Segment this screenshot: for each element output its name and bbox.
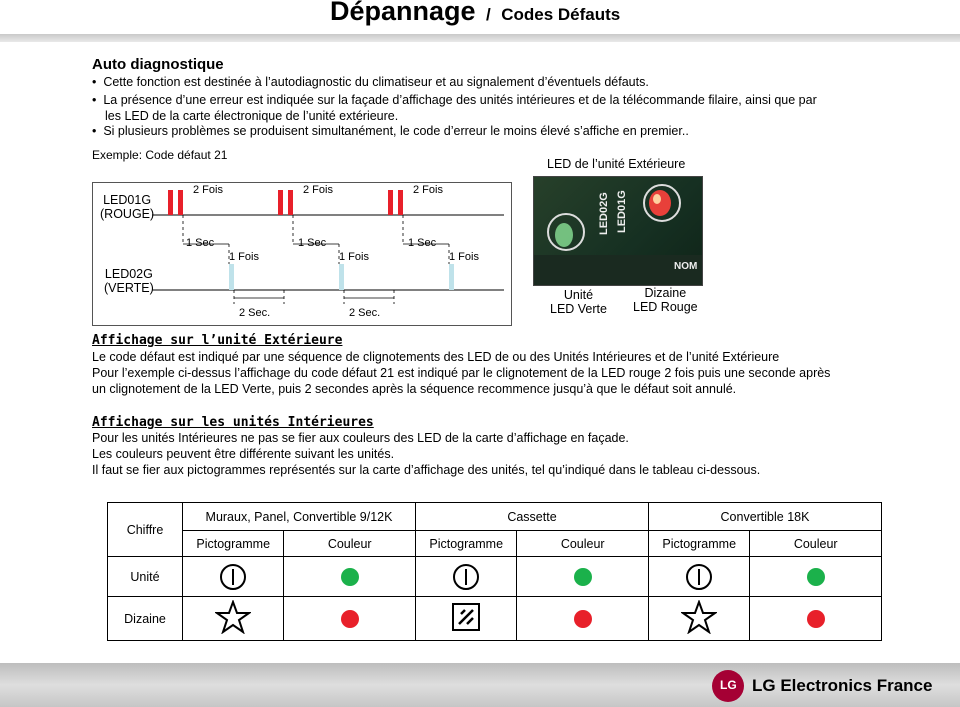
unite-led-label <box>550 288 607 316</box>
row-label-unite: Unité <box>108 557 183 597</box>
ext-heading: Affichage sur l’unité Extérieure <box>92 333 343 348</box>
two-sec-2: 2 Sec. <box>349 307 381 319</box>
header-bar <box>0 34 960 42</box>
title-main: Dépannage <box>330 0 476 26</box>
red-dot-icon <box>341 610 359 628</box>
picto-header-2: Pictogramme <box>416 531 517 557</box>
unite-picto-3 <box>649 557 750 597</box>
bullet-2-cont: les LED de la carte électronique de l’unité extérieure. <box>105 109 399 123</box>
dizaine-picto-1 <box>183 597 284 641</box>
picto-header-3: Pictogramme <box>649 531 750 557</box>
company-name: LG Electronics France <box>752 676 933 695</box>
led01-name: LED01G <box>103 193 152 207</box>
unite-color-1 <box>284 557 416 597</box>
sec-label-3: 1 Sec <box>408 237 437 249</box>
red-dot-icon <box>574 610 592 628</box>
picto-header-1: Pictogramme <box>183 531 284 557</box>
title-subtitle: Codes Défauts <box>501 5 621 24</box>
ext-line-2: Pour l’exemple ci-dessus l’affichage du code défaut 21 est indiqué par le clignotement de la LED rouge 2 fois puis une seconde après <box>92 366 831 380</box>
red-dot-icon <box>807 610 825 628</box>
dizaine-color-3 <box>750 597 882 641</box>
int-line-2: Les couleurs peuvent être différente suivant les unités. <box>92 447 395 461</box>
fois-label-1: 2 Fois <box>193 184 223 196</box>
example-label: Exemple: Code défaut 21 <box>92 148 228 162</box>
int-line-3: Il faut se fier aux pictogrammes représentés sur la carte d’affichage des unités, tel qu’indiqué dans le tableau ci-dessous. <box>92 463 761 477</box>
power-circle-icon <box>220 564 246 590</box>
unite-label-1: Unité <box>563 288 594 302</box>
dizaine-label-1: Dizaine <box>644 286 687 300</box>
group-header-1: Muraux, Panel, Convertible 9/12K <box>183 503 416 531</box>
photo-led01: LED01G <box>616 190 628 233</box>
picto-table <box>107 502 882 641</box>
dizaine-led-label <box>633 286 698 314</box>
dizaine-picto-3 <box>649 597 750 641</box>
star-icon <box>215 600 251 634</box>
two-sec-1: 2 Sec. <box>239 307 271 319</box>
sec-label-2: 1 Sec <box>298 237 327 249</box>
green-dot-icon <box>807 568 825 586</box>
bullet-2-text: La présence d’une erreur est indiquée sur la façade d’affichage des unités intérieures et de la télécommande filaire, ainsi que par <box>103 93 817 107</box>
defrost-icon <box>451 602 481 632</box>
color-header-3: Couleur <box>750 531 882 557</box>
bullet-3: • Si plusieurs problèmes se produisent simultanément, le code d’erreur le moins élevé s’affiche en premier.. <box>92 124 689 138</box>
auto-heading: Auto diagnostique <box>92 56 224 73</box>
page-title <box>330 0 620 27</box>
led02-name: LED02G <box>104 267 153 281</box>
lg-logo-icon <box>712 670 744 702</box>
bullet-3-text: Si plusieurs problèmes se produisent simultanément, le code d’erreur le moins élevé s’affiche en premier.. <box>103 124 689 138</box>
unite-label-2: LED Verte <box>550 302 607 316</box>
bullet-1-text: Cette fonction est destinée à l’autodiagnostic du climatiseur et au signalement d’éventuels défauts. <box>103 75 649 89</box>
bullet-2: • La présence d’une erreur est indiquée sur la façade d’affichage des unités intérieures et de la télécommande filaire, ainsi que par <box>92 93 817 107</box>
one-fois-1: 1 Fois <box>229 251 259 263</box>
dizaine-color-1 <box>284 597 416 641</box>
dizaine-picto-2 <box>416 597 517 641</box>
photo-nom: NOM <box>674 261 698 272</box>
led-title: LED de l’unité Extérieure <box>547 157 686 171</box>
row-label-dizaine: Dizaine <box>108 597 183 641</box>
dizaine-label-2: LED Rouge <box>633 300 698 314</box>
one-fois-3: 1 Fois <box>449 251 479 263</box>
fois-label-2: 2 Fois <box>303 184 333 196</box>
led01-label <box>100 193 154 221</box>
int-line-1: Pour les unités Intérieures ne pas se fier aux couleurs des LED de la carte d’affichage en façade. <box>92 431 629 445</box>
group-header-3: Convertible 18K <box>649 503 882 531</box>
unite-color-2 <box>517 557 649 597</box>
star-icon <box>681 600 717 634</box>
sec-label-1: 1 Sec <box>186 237 215 249</box>
unite-picto-1 <box>183 557 284 597</box>
color-header-2: Couleur <box>517 531 649 557</box>
dizaine-color-2 <box>517 597 649 641</box>
led02-label <box>104 267 154 295</box>
unite-color-3 <box>750 557 882 597</box>
int-heading: Affichage sur les unités Intérieures <box>92 415 374 430</box>
fois-label-3: 2 Fois <box>413 184 443 196</box>
lg-logo-text: LG <box>720 678 737 692</box>
color-header-1: Couleur <box>284 531 416 557</box>
ext-line-1: Le code défaut est indiqué par une séquence de clignotements des LED de ou des Unités Intérieures et de l’unité Extérieure <box>92 350 780 364</box>
unite-picto-2 <box>416 557 517 597</box>
led01-color: (ROUGE) <box>100 207 155 221</box>
power-circle-icon <box>686 564 712 590</box>
green-dot-icon <box>341 568 359 586</box>
bullet-1: • Cette fonction est destinée à l’autodiagnostic du climatiseur et au signalement d’éventuels défauts. <box>92 75 649 89</box>
led-board-photo <box>533 176 703 286</box>
chiffre-header: Chiffre <box>108 503 183 557</box>
ext-line-3: un clignotement de la LED Verte, puis 2 secondes après la séquence recommence jusqu’à que le défaut soit annulé. <box>92 382 737 396</box>
title-separator: / <box>486 5 491 24</box>
green-dot-icon <box>574 568 592 586</box>
photo-led02: LED02G <box>598 192 610 235</box>
power-circle-icon <box>453 564 479 590</box>
one-fois-2: 1 Fois <box>339 251 369 263</box>
led02-color: (VERTE) <box>104 281 154 295</box>
group-header-2: Cassette <box>416 503 649 531</box>
